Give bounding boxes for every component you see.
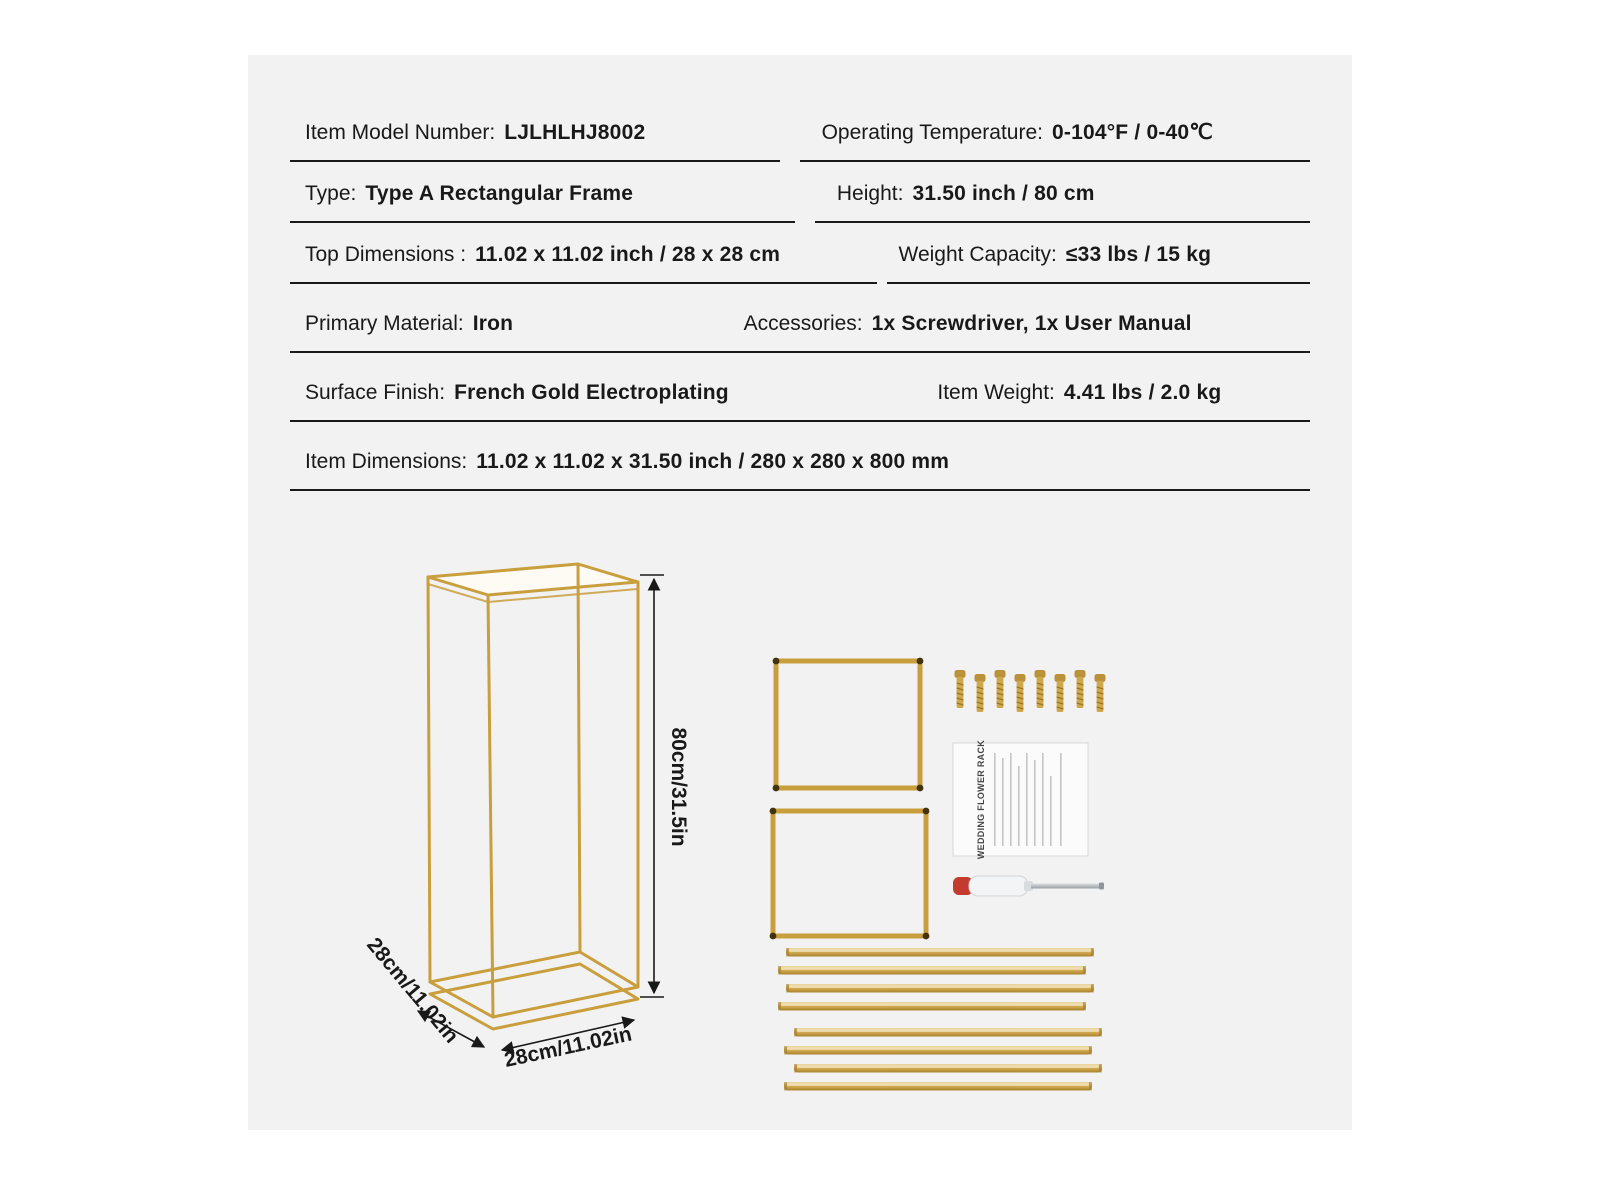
frame-panel-1 bbox=[773, 658, 924, 792]
rods-group bbox=[778, 948, 1102, 1091]
spec-label: Operating Temperature: bbox=[821, 121, 1043, 144]
spec-label: Height: bbox=[836, 182, 904, 205]
frame-panel-2 bbox=[770, 808, 930, 940]
spec-cell-accessories bbox=[729, 292, 1310, 351]
spec-cell-primary-material bbox=[290, 292, 729, 351]
width-dimension bbox=[502, 1020, 634, 1072]
spec-row-item-dimensions bbox=[290, 430, 1310, 491]
spec-value: Type A Rectangular Frame bbox=[365, 182, 634, 205]
spec-value: French Gold Electroplating bbox=[454, 381, 729, 404]
spec-row-type-height bbox=[290, 162, 1310, 223]
stand-top-face bbox=[428, 564, 638, 595]
spec-cell-item-weight bbox=[922, 361, 1310, 420]
spec-cell-item-dimensions bbox=[290, 430, 1310, 489]
depth-dimension-label: 28cm/11.02in bbox=[362, 933, 464, 1048]
spec-label: Accessories: bbox=[743, 312, 863, 335]
spec-label: Item Model Number: bbox=[305, 121, 496, 144]
stand-diagram bbox=[336, 547, 806, 1087]
stand-base-frame bbox=[430, 952, 638, 1029]
height-dimension bbox=[640, 575, 690, 997]
spec-value: ≤33 lbs / 15 kg bbox=[1065, 243, 1212, 266]
screws-group bbox=[955, 670, 1106, 712]
spec-label: Top Dimensions : bbox=[305, 243, 467, 266]
height-dimension-label: 80cm/31.5in bbox=[667, 727, 690, 847]
spec-label: Item Dimensions: bbox=[305, 450, 468, 473]
spec-value: 31.50 inch / 80 cm bbox=[912, 182, 1095, 205]
screwdriver-part bbox=[953, 876, 1104, 896]
spec-cell-operating-temperature bbox=[800, 100, 1310, 162]
spec-value: 0-104°F / 0-40℃ bbox=[1052, 121, 1214, 144]
spec-cell-top-dimensions bbox=[290, 223, 877, 284]
width-dimension-label: 28cm/11.02in bbox=[502, 1022, 634, 1072]
spec-value: Iron bbox=[472, 312, 514, 335]
spec-value: 1x Screwdriver, 1x User Manual bbox=[871, 312, 1192, 335]
stand-legs bbox=[428, 564, 638, 1017]
spec-cell-height bbox=[815, 162, 1310, 223]
spec-value: 11.02 x 11.02 x 31.50 inch / 280 x 280 x 800 mm bbox=[476, 450, 950, 473]
spec-card bbox=[248, 55, 1352, 1130]
spec-cell-weight-capacity bbox=[887, 223, 1311, 284]
manual-title: WEDDING FLOWER RACK bbox=[976, 739, 986, 860]
spec-label: Surface Finish: bbox=[305, 381, 446, 404]
spec-value: 4.41 lbs / 2.0 kg bbox=[1063, 381, 1222, 404]
spec-label: Weight Capacity: bbox=[898, 243, 1057, 266]
spec-value: LJLHLHJ8002 bbox=[504, 121, 646, 144]
spec-row-finish-weight bbox=[290, 361, 1310, 422]
spec-cell-type bbox=[290, 162, 795, 223]
spec-label: Item Weight: bbox=[937, 381, 1055, 404]
spec-label: Type: bbox=[305, 182, 357, 205]
parts-diagram bbox=[756, 643, 1316, 1113]
spec-row-material-accessories bbox=[290, 292, 1310, 353]
depth-dimension bbox=[362, 933, 484, 1047]
spec-value: 11.02 x 11.02 inch / 28 x 28 cm bbox=[475, 243, 781, 266]
spec-row-topdims-capacity bbox=[290, 223, 1310, 284]
spec-label: Primary Material: bbox=[305, 312, 464, 335]
spec-row-model-temperature bbox=[290, 100, 1310, 162]
spec-cell-surface-finish bbox=[290, 361, 922, 420]
spec-cell-model-number bbox=[290, 101, 780, 162]
user-manual-part bbox=[953, 740, 1088, 859]
spec-table bbox=[290, 100, 1310, 491]
